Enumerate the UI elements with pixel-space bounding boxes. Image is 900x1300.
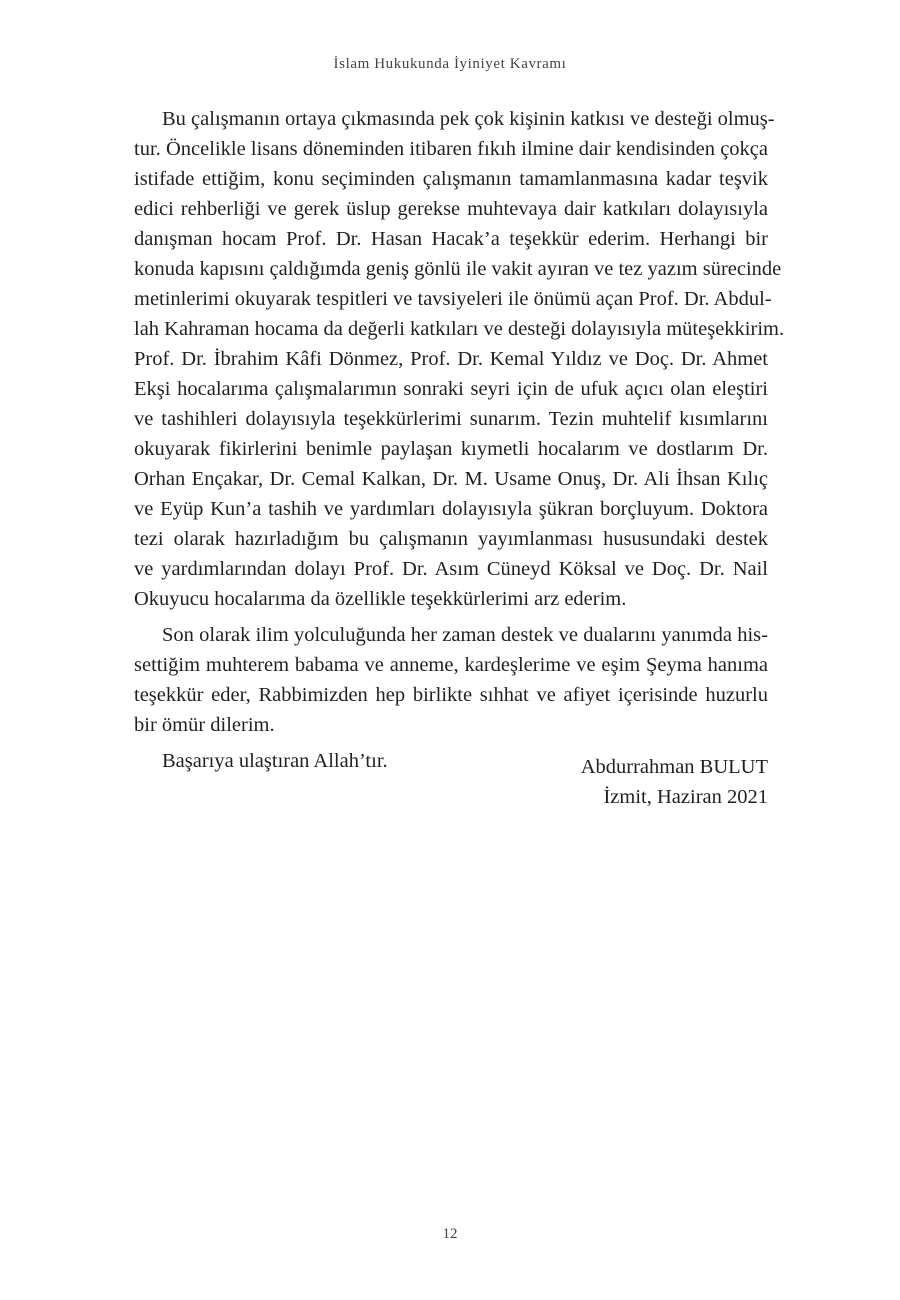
text-line: Başarıya ulaştıran Allah’tır. [162, 750, 388, 772]
page-number: 12 [442, 1226, 458, 1242]
text-line: tur. Öncelikle lisans döneminden itibaren fıkıh ilmine dair kendisinden çokça [134, 138, 768, 160]
text-line: edici rehberliği ve gerek üslup gerekse muhtevaya dair katkıları dolayısıyla [134, 198, 768, 220]
text-line: ve yardımlarından dolayı Prof. Dr. Asım Cüneyd Köksal ve Doç. Dr. Nail [134, 558, 768, 580]
text-line: teşekkür eder, Rabbimizden hep birlikte sıhhat ve afiyet içerisinde huzurlu [134, 684, 768, 706]
paragraph-family [134, 620, 768, 740]
text-line: okuyarak fikirlerini benimle paylaşan kıymetli hocalarım ve dostlarım Dr. [134, 438, 768, 460]
text-line: metinlerimi okuyarak tespitleri ve tavsiyeleri ile önümü açan Prof. Dr. Abdul- [134, 288, 772, 310]
text-line: danışman hocam Prof. Dr. Hasan Hacak’a teşekkür ederim. Herhangi bir [134, 228, 768, 250]
text-line: istifade ettiğim, konu seçiminden çalışmanın tamamlanmasına kadar teşvik [134, 168, 768, 190]
text-line: Son olarak ilim yolculuğunda her zaman destek ve dualarını yanımda his- [162, 624, 768, 646]
author-name: Abdurrahman BULUT [580, 756, 768, 778]
text-line: Orhan Ençakar, Dr. Cemal Kalkan, Dr. M. Usame Onuş, Dr. Ali İhsan Kılıç [134, 468, 768, 490]
text-line: tezi olarak hazırladığım bu çalışmanın yayımlanması hususundaki destek [134, 528, 768, 550]
text-line: Bu çalışmanın ortaya çıkmasında pek çok kişinin katkısı ve desteği olmuş- [162, 108, 775, 130]
text-line: Prof. Dr. İbrahim Kâfi Dönmez, Prof. Dr. Kemal Yıldız ve Doç. Dr. Ahmet [134, 348, 768, 370]
text-line: bir ömür dilerim. [134, 714, 275, 736]
text-line: settiğim muhterem babama ve anneme, kardeşlerime ve eşim Şeyma hanıma [134, 654, 768, 676]
text-line: lah Kahraman hocama da değerli katkıları ve desteği dolayısıyla müteşekkirim. [134, 318, 785, 340]
signature-block [134, 752, 768, 812]
text-line: Ekşi hocalarıma çalışmalarımın sonraki seyri için de ufuk açıcı olan eleştiri [134, 378, 768, 400]
text-line: Okuyucu hocalarıma da özellikle teşekkürlerimi arz ederim. [134, 588, 627, 610]
text-line: konuda kapısını çaldığımda geniş gönlü ile vakit ayıran ve tez yazım sürecinde [134, 258, 782, 280]
place-date: İzmit, Haziran 2021 [603, 786, 768, 808]
running-header: İslam Hukukunda İyiniyet Kavramı [333, 56, 567, 72]
text-line: ve Eyüp Kun’a tashih ve yardımları dolayısıyla şükran borçluyum. Doktora [134, 498, 768, 520]
text-line: ve tashihleri dolayısıyla teşekkürlerimi sunarım. Tezin muhtelif kısımlarını [134, 408, 768, 430]
paragraph-acknowledgements [134, 104, 785, 614]
body-text [134, 104, 785, 782]
